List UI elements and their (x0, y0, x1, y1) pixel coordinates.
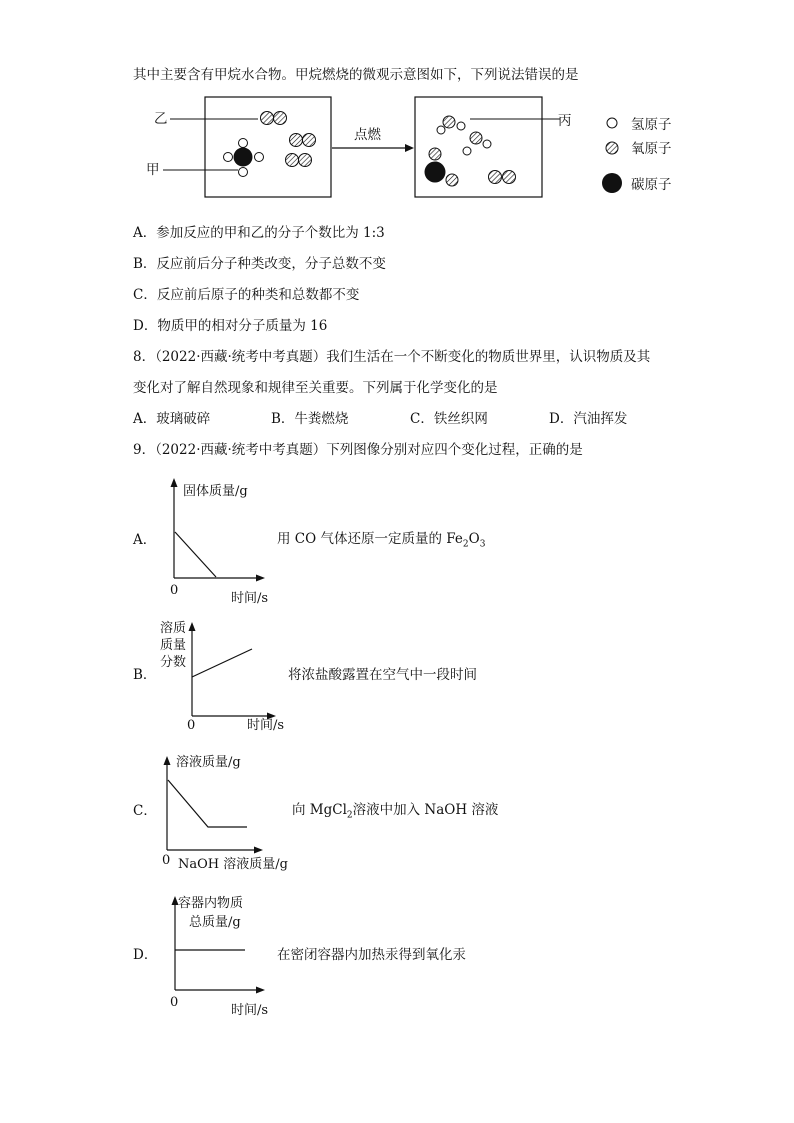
legend-oxygen: 氧原子 (631, 141, 672, 157)
legend-carbon: 碳原子 (631, 177, 672, 193)
q9-stem: 9．（2022·西藏·统考中考真题）下列图像分别对应四个变化过程，正确的是 (133, 442, 583, 458)
question-7-intro: 其中主要含有甲烷水合物。甲烷燃烧的微观示意图如下，下列说法错误的是 (133, 67, 579, 83)
graph-d-ylabel: 容器内物质 总质量/g (178, 896, 244, 930)
graph-b-description: 将浓盐酸露置在空气中一段时间 (288, 667, 477, 683)
arrow-label: 点燃 (354, 127, 381, 143)
oxygen-atom (429, 148, 441, 160)
oxygen-molecule (261, 112, 287, 125)
methane-molecule (224, 139, 264, 177)
graph-c-ylabel: 溶液质量/g (176, 755, 241, 770)
graph-c-xlabel: NaOH 溶液质量/g (178, 857, 288, 872)
q8-option-c: C．铁丝织网 (410, 411, 488, 427)
graph-a-description: 用 CO 气体还原一定质量的 $Fe_2O_3$ (277, 531, 486, 550)
q8-stem-line1: 8．（2022·西藏·统考中考真题）我们生活在一个不断变化的物质世界里，认识物质及其 (133, 349, 651, 365)
legend-hydrogen: 氢原子 (631, 117, 672, 133)
graph-d-origin: 0 (170, 995, 179, 1010)
graph-b-letter: B． (133, 667, 157, 683)
label-yi: 乙 (154, 111, 168, 127)
q7-option-a: A．参加反应的甲和乙的分子个数比为 1:3 (133, 225, 385, 241)
carbon-atom-icon (602, 173, 622, 193)
graph-d-letter: D． (133, 947, 158, 963)
q7-option-b: B．反应前后分子种类改变，分子总数不变 (133, 256, 386, 272)
q8-stem-line2: 变化对了解自然现象和规律至关重要。下列属于化学变化的是 (133, 380, 498, 396)
graph-a-xlabel: 时间/s (231, 591, 269, 606)
graph-d-xlabel: 时间/s (231, 1003, 269, 1018)
label-bing: 丙 (558, 113, 572, 129)
arrow-head-icon (405, 144, 414, 152)
water-molecule (437, 116, 465, 134)
oxygen-molecule (290, 134, 316, 147)
q8-option-d: D．汽油挥发 (549, 411, 628, 427)
graph-c-letter: C． (133, 803, 157, 819)
graph-d-description: 在密闭容器内加热汞得到氧化汞 (277, 947, 466, 963)
graph-c (164, 756, 264, 854)
q8-option-a: A．玻璃破碎 (133, 411, 211, 427)
graph-c-description: 向 MgCl$_2$溶液中加入 NaOH 溶液 (292, 802, 499, 821)
graph-b-curve (192, 649, 252, 677)
carbon-dioxide-molecule (425, 162, 459, 187)
graph-a-origin: 0 (170, 583, 179, 598)
graph-a-curve (175, 532, 216, 577)
graph-b-origin: 0 (187, 718, 196, 733)
graph-c-origin: 0 (162, 853, 171, 868)
graph-a-letter: A． (133, 532, 157, 548)
oxygen-atom-icon (606, 142, 618, 154)
graph-b (189, 622, 277, 720)
water-molecule (463, 132, 491, 155)
graph-b-xlabel: 时间/s (247, 718, 285, 733)
oxygen-molecule (489, 171, 516, 184)
graph-a-ylabel: 固体质量/g (183, 484, 248, 499)
graph-c-curve (168, 780, 247, 827)
q8-option-b: B．牛粪燃烧 (271, 411, 349, 427)
label-jia: 甲 (146, 162, 160, 178)
q7-option-d: D．物质甲的相对分子质量为 16 (133, 318, 328, 334)
graph-b-ylabel: 溶质 质量 分数 (160, 621, 187, 670)
oxygen-molecule (286, 154, 312, 167)
hydrogen-atom-icon (607, 118, 617, 128)
q7-option-c: C．反应前后原子的种类和总数都不变 (133, 287, 360, 303)
